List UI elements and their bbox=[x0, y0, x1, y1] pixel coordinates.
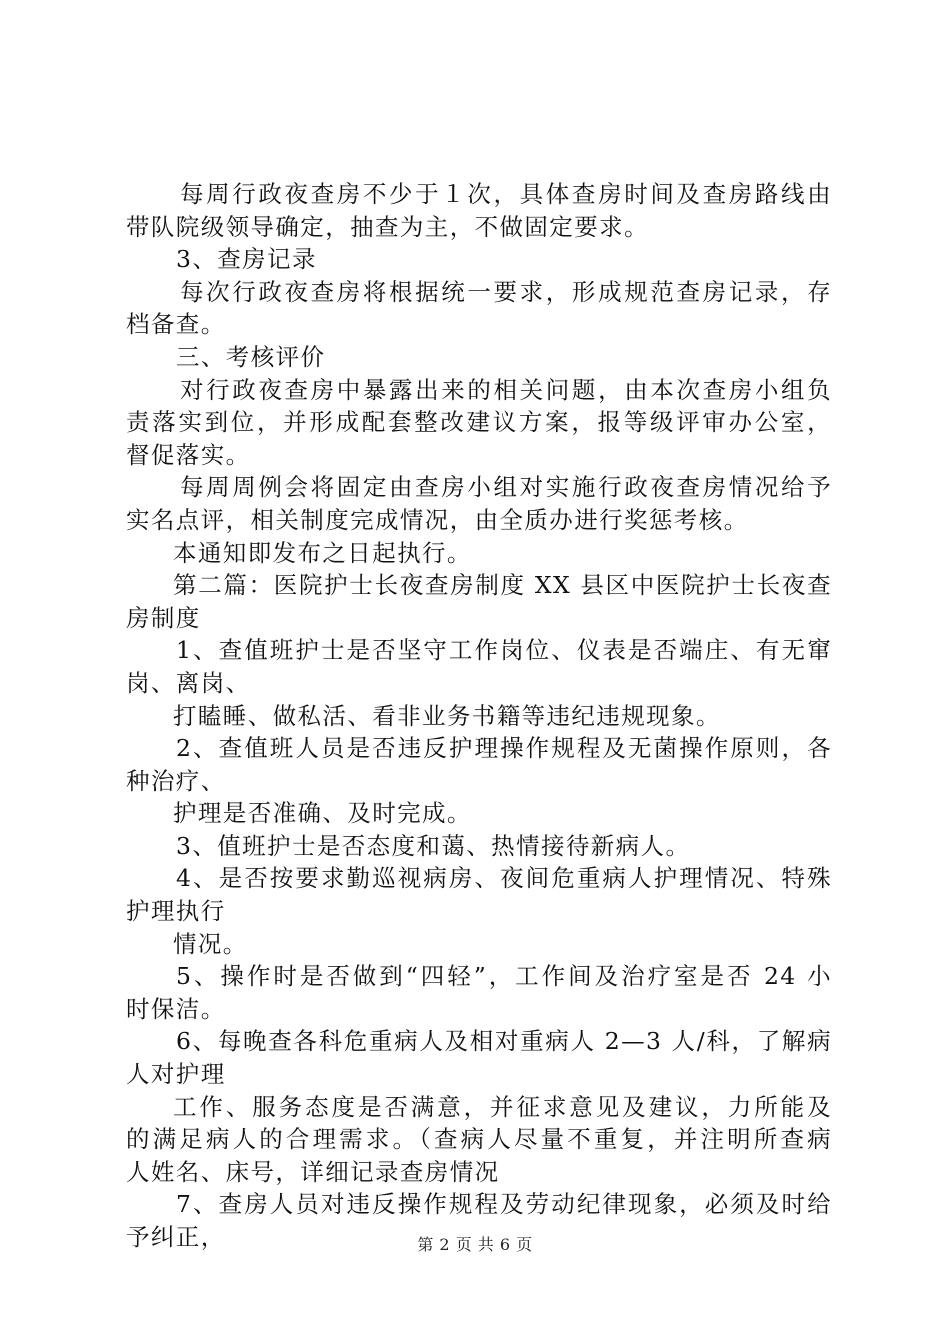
text-line: 本通知即发布之日起执行。 bbox=[173, 538, 472, 567]
text-line: 护理是否准确、及时完成。 bbox=[173, 799, 472, 828]
text-line: 3、查房记录 bbox=[176, 245, 317, 274]
text-line: 责落实到位，并形成配套整改建议方案，报等级评审办公室， bbox=[126, 408, 832, 437]
text-line: 6、每晚查各科危重病人及相对重病人 2—3 人/科，了解病 bbox=[176, 1027, 832, 1056]
text-line: 每周行政夜查房不少于１次，具体查房时间及查房路线由 bbox=[180, 180, 832, 208]
text-line: 人对护理 bbox=[126, 1060, 226, 1089]
text-line: 每周周例会将固定由查房小组对实施行政夜查房情况给予 bbox=[180, 473, 832, 502]
text-line: 护理执行 bbox=[126, 897, 226, 926]
document-body bbox=[126, 178, 832, 1254]
text-line: 带队院级领导确定，抽查为主，不做固定要求。 bbox=[126, 212, 649, 241]
text-line: 督促落实。 bbox=[126, 440, 251, 469]
text-line: 打瞌睡、做私活、看非业务书籍等违纪违规现象。 bbox=[173, 701, 721, 730]
text-line: 情况。 bbox=[173, 929, 248, 958]
text-line: 工作、服务态度是否满意，并征求意见及建议，力所能及 bbox=[173, 1092, 832, 1121]
text-line: 2、查值班人员是否违反护理操作规程及无菌操作原则，各 bbox=[176, 734, 832, 763]
text-line: 人姓名、床号，详细记录查房情况 bbox=[126, 1157, 500, 1186]
text-line: 5、操作时是否做到“四轻”，工作间及治疗室是否 24 小 bbox=[176, 962, 832, 991]
text-line: 1、查值班护士是否坚守工作岗位、仪表是否端庄、有无窜 bbox=[176, 636, 832, 665]
text-line: 岗、离岗、 bbox=[126, 668, 251, 697]
text-line: 种治疗、 bbox=[126, 766, 226, 795]
text-line: 4、是否按要求勤巡视病房、夜间危重病人护理情况、特殊 bbox=[176, 864, 832, 893]
text-line: 7、查房人员对违反操作规程及劳动纪律现象，必须及时给 bbox=[176, 1190, 832, 1219]
page-footer: 第 2 页 共 6 页 bbox=[417, 1235, 533, 1254]
text-line: 实名点评，相关制度完成情况，由全质办进行奖惩考核。 bbox=[126, 505, 749, 534]
text-line: 第二篇：医院护士长夜查房制度 XX 县区中医院护士长夜查 bbox=[173, 571, 832, 600]
text-line: 的满足病人的合理需求。（查病人尽量不重复，并注明所查病 bbox=[126, 1125, 832, 1154]
text-line: 3、值班护士是否态度和蔼、热情接待新病人。 bbox=[176, 831, 691, 860]
text-line: 每次行政夜查房将根据统一要求，形成规范查房记录，存 bbox=[180, 277, 832, 306]
text-line: 时保洁。 bbox=[126, 994, 226, 1023]
text-line: 对行政夜查房中暴露出来的相关问题，由本次查房小组负 bbox=[180, 375, 832, 404]
text-line: 三、考核评价 bbox=[176, 342, 326, 371]
text-line: 予纠正， bbox=[126, 1223, 226, 1251]
text-line: 档备查。 bbox=[126, 310, 226, 339]
text-line: 房制度 bbox=[126, 603, 201, 632]
